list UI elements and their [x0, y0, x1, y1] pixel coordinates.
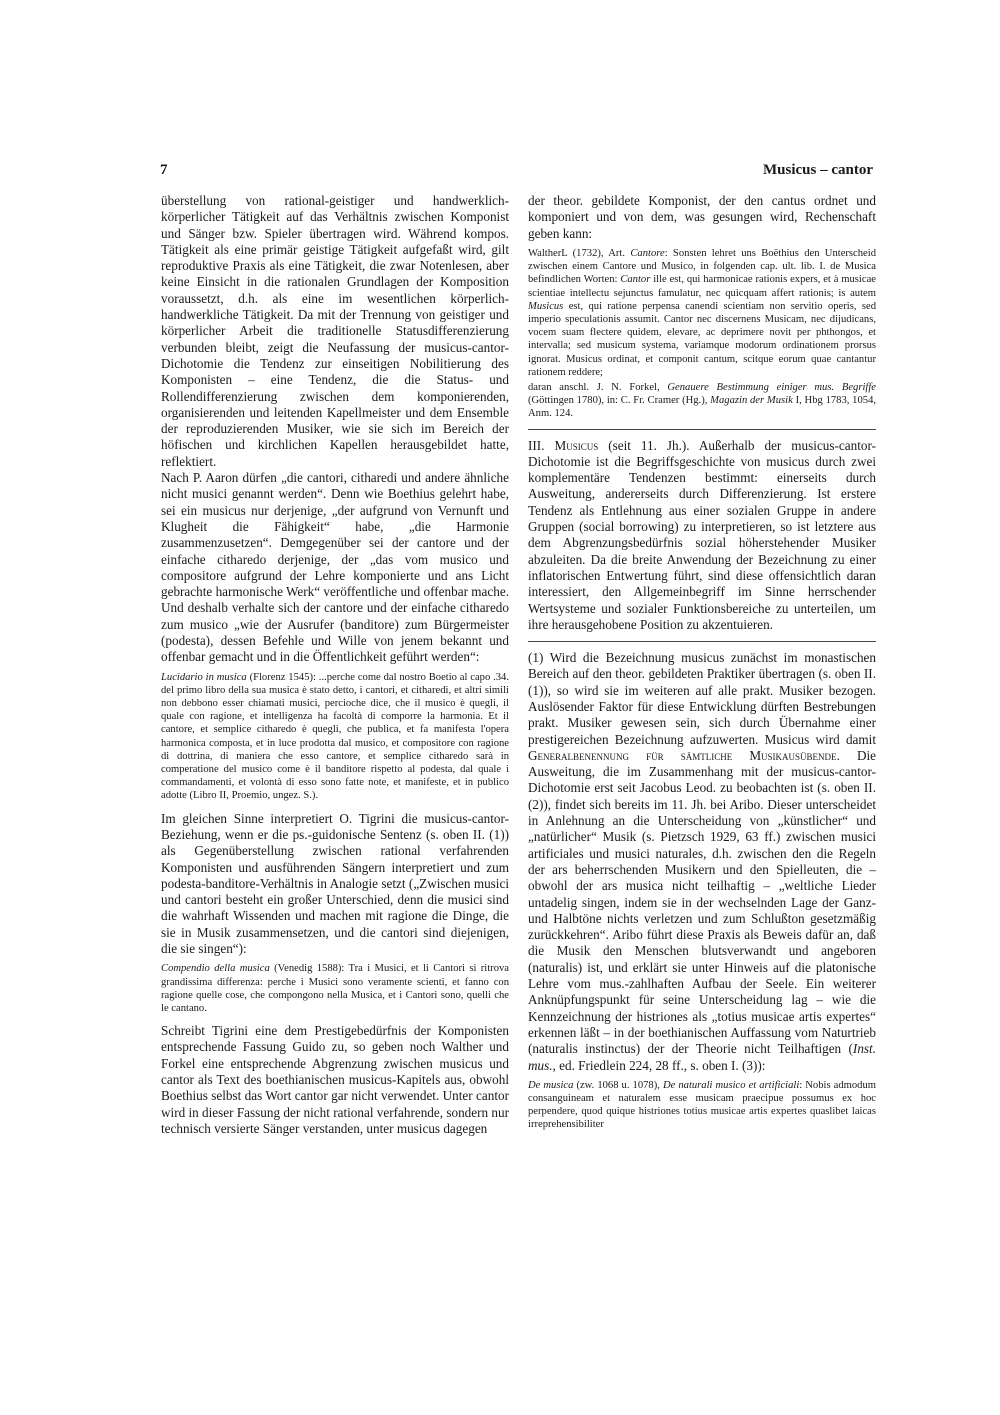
section-heading-paragraph: III. Musicus (seit 11. Jh.). Außerhalb der musicus-cantor-Dichotomie ist die Begriffsgeschichte von musicus durch zwei komplementäre Tendenzen bestimmt: einerseits durch Ausweitung, andererseits durch Differenzierung. Ist erstere Tendenz als Entlehnung aus einer sozialen Gruppe in andere Gruppen (social borrowing) zu interpretieren, so ist letztere aus dem Abgrenzungsbedürfnis sozial höherstehender Musiker abzuleiten. Da die breite Anwendung der Bezeichnung zu einer inflatorischen Entwertung führt, sind diese offensichtlich daran interessiert, den Allgemeinbegriff im Sinne herrschender Wertsysteme und sozialer Funktionsbereiche zu unterteilen, um ihre herausgehobene Position zu akzentuieren.	[528, 437, 876, 632]
section-divider	[528, 641, 876, 642]
right-column	[528, 193, 876, 1140]
quote-source-title: De musica	[528, 1079, 574, 1091]
quote-source-title: Lucidario in musica	[161, 671, 247, 683]
section-divider	[528, 429, 876, 430]
reference-note: daran anschl. J. N. Forkel, Genauere Bestimmung einiger mus. Begriffe (Göttingen 1780), in: C. Fr. Cramer (Hg.), Magazin der Musik I, Hbg 1783, 1054, Anm. 124.	[528, 381, 877, 420]
left-column	[161, 193, 509, 1137]
block-quote: WaltherL (1732), Art. Cantore: Sonsten lehret uns Boëthius den Unterscheid zwischen einem Cantore und Musico, in folgenden cap. ult. lib. I. de Musica befindlichen Worten: Cantor ille est, qui harmonicae rationis expers, et à musicae scientiae intellectu sejunctus famulatur, nec quicquam affert rationis; is autem Musicus est, qui ratione perpensa canendi scientiam non servitio operis, sed imperio speculationis assumit. Cantor nec discernens Musicam, nec dijudicans, vocem suam flectere quidem, elevare, ac deprimere novit per phthongos, et intervalla; sed musicum systema, variamque modorum ordinationem prorsus ignorat. Musicus ordinat, et componit cantum, scitque eorum quae cantantur rationem reddere;	[528, 247, 876, 378]
quote-text: (Florenz 1545): ...perche come dal nostro Boetio al capo .34. del primo libro della sua musica è stato detto, i cantori, et citharedi, et altri simili non debbono esser chiamati musici, percioche dice, che il musico è quegli, il quale con ragione, et intelligenza ha facoltà di comporre la harmonia. Et il cantore, et semplice citharedo è quegli, che publica, et fa manifesta l'opera harmonica composta, et in luce prodotta dal musico, et compositore con ragione di dottrina, di maniera che esso cantore, et semplice citharedo sarà in comperatione del musico come è il banditore rispetto al podesta, dal quale i commandamenti, et volontà di esso sono fatte note, et manifeste, et in publico adotte (Libro II, Proemio, ungez. S.).	[161, 671, 510, 802]
section-keyword: Musicus	[554, 437, 599, 453]
page-number: 7	[160, 162, 168, 178]
quote-text: (Venedig 1588): Tra i Musici, et li Cantori si ritrova grandissima differenza: perche i Musici sono veramente scienti, et fanno con ragione quelle cose, che compongono nella Musica, et i Cantori sono, quelli che le cantano.	[161, 963, 510, 1014]
paragraph: Im gleichen Sinne interpretiert O. Tigrini die musicus-cantor-Beziehung, wenn er die ps.-guidonische Sentenz (s. oben II. (1)) als Gegenüberstellung zwischen rational verfahrenden Komponisten und ausführenden Sängern interpretiert und zum podesta-banditore-Verhältnis in Analogie setzt („Zwischen musici und cantori besteht ein großer Unterschied, denn die musici sind die wahrhaft Wissenden und machen mit ragione die Dinge, die sie in Musik zusammensetzen, und die cantori sind diejenigen, die sie singen“):	[161, 810, 509, 957]
quote-source-title: Cantore	[630, 247, 665, 259]
block-quote	[161, 671, 509, 803]
paragraph: der theor. gebildete Komponist, der den cantus ordnet und komponiert und von dem, was gesungen wird, Rechenschaft geben kann:	[528, 193, 876, 241]
paragraph: Nach P. Aaron dürfen „die cantori, citharedi und andere ähnliche nicht musici genannt werden“. Denn wie Boethius gelehrt habe, sei ein musicus nur derjenige, „der aufgrund von Vernunft und Klugheit die Fähigkeit“ habe, „die Harmonie zusammenzusetzen“. Demgegenüber sei der cantore und der einfache citharedo derjenige, der „das vom musico und compositore aufgrund der Lehre komponierte und ans Licht gebrachte harmonische Werk“ veröffentliche und offenbar mache. Und deshalb verhalte sich der cantore und der einfache citharedo zum musico „wie der Ausrufer (banditore) zum Bürgermeister (podesta), dessen Befehle und Wille von jenem bekannt und offenbar gemacht und in die Öffentlichkeit geführt werden“:	[161, 470, 509, 665]
running-head: Musicus – cantor	[763, 162, 873, 178]
quote-source-title: Compendio della musica	[161, 963, 270, 975]
block-quote	[161, 962, 509, 1015]
paragraph: Schreibt Tigrini eine dem Prestigebedürfnis der Komponisten entsprechende Fassung Guido zu, so geben noch Walther und Forkel eine entsprechende Abgrenzung zwischen musicus und cantor als Text des boethianischen musicus-Kapitels aus, obwohl Boethius selbst das Wort cantor gar nicht verwendet. Unter cantor wird in dieser Fassung der nicht rational verfahrende, sondern nur technisch versierte Sänger verstanden, unter musicus dagegen	[161, 1023, 509, 1136]
paragraph: (1) Wird die Bezeichnung musicus zunächst im monastischen Bereich auf den theor. gebildeten Praktiker übertragen (s. oben II. (1)), so wird sie im weiteren auf alle prakt. Musiker bezogen. Auslösender Faktor für diese Entwicklung dürften Bestrebungen prakt. Musiker gewesen sein, sich durch Übernahme einer prestigereichen Bezeichnung aufzuwerten. Musicus wird damit Generalbenennung für sämtliche Musikausübende. Die Ausweitung, die im Zusammenhang mit der musicus-cantor-Dichotomie erst seit Jacobus Leod. zu beobachten ist (s. oben II. (2)), findet sich bereits im 11. Jh. bei Aribo. Dieser unterscheidet in Anlehnung an die Unterscheidung von „künstlicher“ und „natürlicher“ Musik (s. Pietzsch 1929, 63 ff.) zwischen musici artificiales und musici naturales, d.h. zwischen den die Regeln der ars beherrschenden Musikern und den Spielleuten, die – obwohl der ars musica nicht teilhaftig – „weltliche Lieder untadelig singen, indem sie in der wechselnden Lage der Ganz- und Halbtöne nichts verletzen und zum Schlußton gesetzmäßig zurückkehren“. Aribo führt diese Praxis als Beweis dafür an, daß die Musik den Menschen blutsverwandt und angeboren (naturalis) ist, und erklärt sie unter Hinweis auf die platonische Lehre vom mus.-zahlhaften Aufbau der Seele. Ein weiterer Anknüpfungspunkt für seine Unterscheidung lag – wie die Kennzeichnung der histriones als „totius musicae artis expertes“ erkennen läßt – in der boethianischen Auffassung vom Naturtrieb (naturalis instinctus) der der Theorie nicht Teilhaftigen (Inst. mus., ed. Friedlein 224, 28 ff., s. oben I. (3)):	[528, 650, 877, 1073]
block-quote: De musica (zw. 1068 u. 1078), De naturali musico et artificiali: Nobis admodum consanguineam et naturalem esse musicam praecipue possumus ex hoc perpendere, quod quique histriones totius musicae artis expertes quaslibet laicas irreprehensibiliter	[528, 1079, 877, 1131]
paragraph: überstellung von rational-geistiger und handwerklich-körperlicher Tätigkeit auf das Verhältnis zwischen Komponist und Sänger bzw. Spieler übertragen wird. Während kompos. Tätigkeit als eine primär geistige Tätigkeit aufgefaßt wird, gilt reproduktive Praxis als eine Tätigkeit, die zwar Notenlesen, aber keine Einsicht in die rationalen Grundlagen der Komposition voraussetzt, d.h. als eine im wesentlichen körperlich-handwerkliche Tätigkeit. Da mit der Trennung von geistiger und körperlicher Arbeit die traditionelle Statusdifferenzierung verbunden bleibt, zeigt die Neufassung der musicus-cantor-Dichotomie die Tendenz zur einseitigen Nobilitierung des Komponisten – eine Tendenz, die die Status- und Rollendifferenzierung zwischen dem komponierenden, organisierenden und leitenden Kapellmeister und dem Ensemble der reproduzierenden Musiker, wie sie sich im Bereich der höfischen und kirchlichen Kapellen herausgebildet hatte, reflektiert.	[161, 193, 509, 469]
small-caps-term: Generalbenennung für sämtliche Musikausübende	[528, 747, 837, 763]
